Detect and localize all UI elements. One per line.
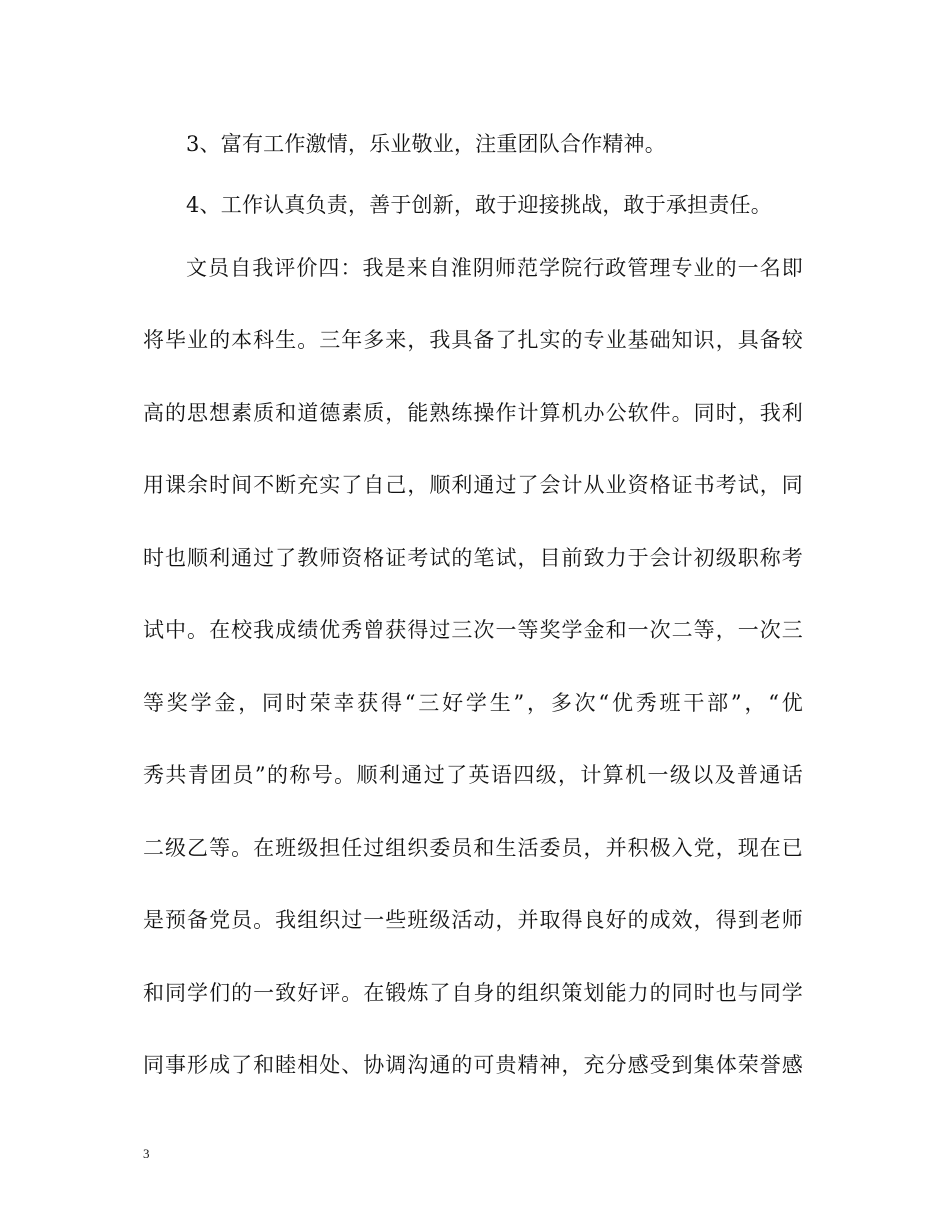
paragraph-line: 二级乙等。在班级担任过组织委员和生活委员，并积极入党，现在已: [143, 836, 803, 860]
paragraph-line: 等奖学金，同时荣幸获得“三好学生”，多次“优秀班干部”，“优: [143, 691, 803, 715]
paragraph-line: 将毕业的本科生。三年多来，我具备了扎实的专业基础知识，具备较: [143, 328, 803, 352]
paragraph-line: 是预备党员。我组织过一些班级活动，并取得良好的成效，得到老师: [143, 908, 803, 932]
list-item-4: 4、工作认真负责，善于创新，敢于迎接挑战，敢于承担责任。: [186, 193, 772, 217]
paragraph-line: 用课余时间不断充实了自己，顺利通过了会计从业资格证书考试，同: [143, 473, 803, 497]
paragraph-line: 和同学们的一致好评。在锻炼了自身的组织策划能力的同时也与同学: [143, 981, 803, 1005]
paragraph-line: 时也顺利通过了教师资格证考试的笔试，目前致力于会计初级职称考: [143, 546, 803, 570]
paragraph-line: 文员自我评价四：我是来自淮阴师范学院行政管理专业的一名即: [186, 256, 803, 280]
list-item-3: 3、富有工作激情，乐业敬业，注重团队合作精神。: [186, 132, 666, 156]
paragraph-line: 同事形成了和睦相处、协调沟通的可贵精神，充分感受到集体荣誉感: [143, 1053, 803, 1077]
page-number: 3: [143, 1146, 150, 1161]
paragraph-line: 高的思想素质和道德素质，能熟练操作计算机办公软件。同时，我利: [143, 401, 803, 425]
paragraph-line: 试中。在校我成绩优秀曾获得过三次一等奖学金和一次二等，一次三: [143, 618, 803, 642]
paragraph-line: 秀共青团员”的称号。顺利通过了英语四级，计算机一级以及普通话: [143, 763, 803, 787]
